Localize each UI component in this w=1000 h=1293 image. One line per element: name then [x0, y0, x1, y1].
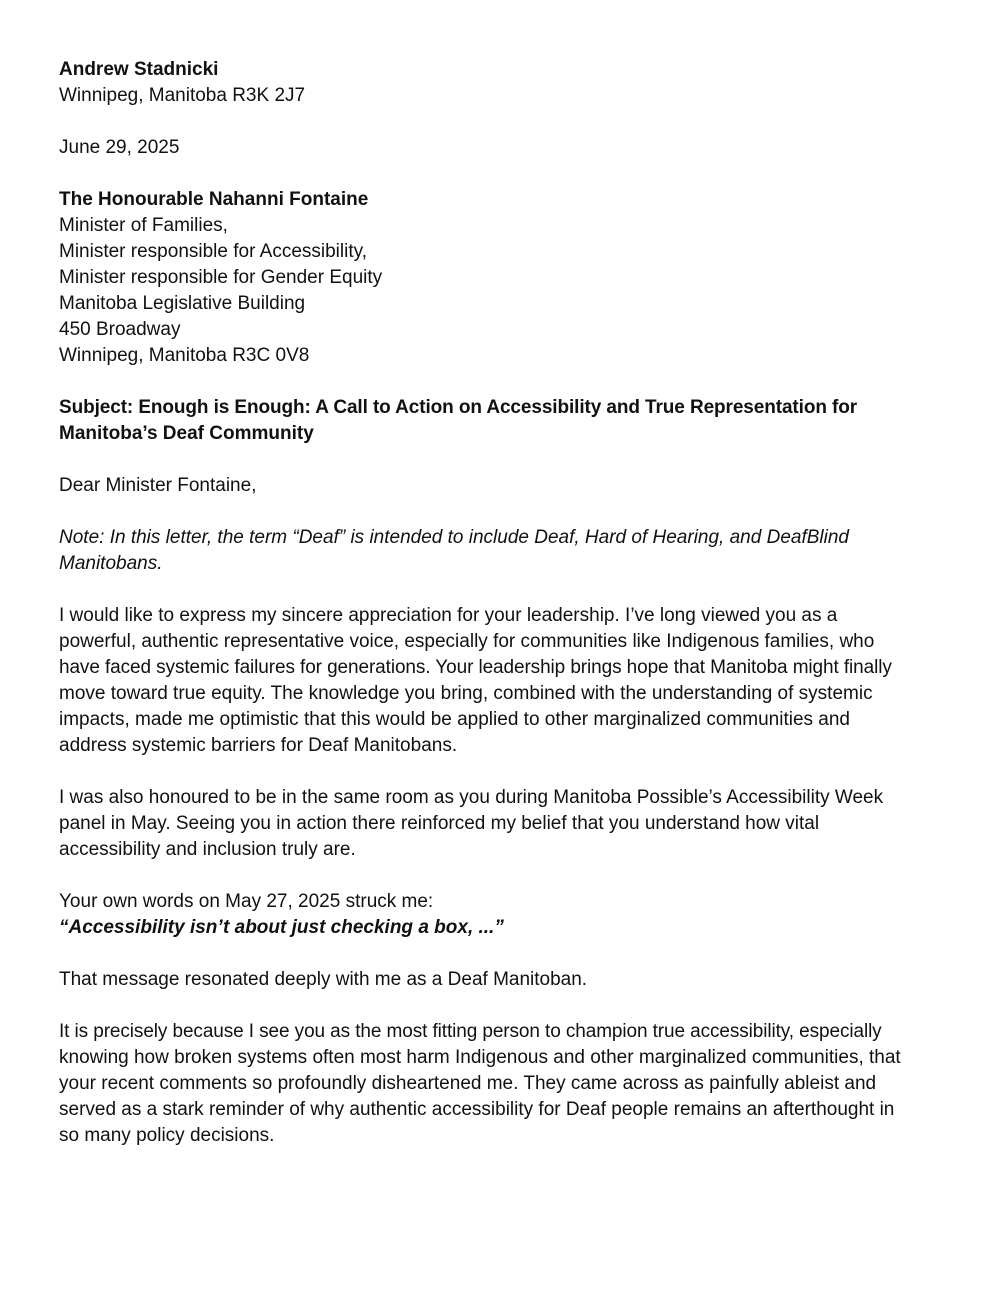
recipient-line: Minister of Families, [59, 215, 228, 236]
note-line: Manitobans. [59, 553, 163, 574]
paragraph-line: have faced systemic failures for generations. Your leadership brings hope that Manitoba might finally [59, 657, 892, 678]
paragraph-line: your recent comments so profoundly disheartened me. They came across as painfully ableist and [59, 1073, 877, 1094]
salutation: Dear Minister Fontaine, [59, 475, 257, 496]
note-block [59, 525, 939, 577]
paragraph-line: accessibility and inclusion truly are. [59, 839, 356, 860]
paragraph-line: impacts, made me optimistic that this would be applied to other marginalized communities and [59, 709, 850, 730]
recipient-name: The Honourable Nahanni Fontaine [59, 189, 369, 210]
paragraph-line: move toward true equity. The knowledge you bring, combined with the understanding of systemic [59, 683, 873, 704]
recipient-line: Minister responsible for Accessibility, [59, 241, 367, 262]
recipient-line: Winnipeg, Manitoba R3C 0V8 [59, 345, 310, 366]
paragraph-panel [59, 785, 939, 863]
paragraph-resonated: That message resonated deeply with me as a Deaf Manitoban. [59, 969, 588, 990]
subject-block [59, 395, 939, 447]
paragraph-line: so many policy decisions. [59, 1125, 275, 1146]
paragraph-line: address systemic barriers for Deaf Manitobans. [59, 735, 458, 756]
recipient-line: 450 Broadway [59, 319, 181, 340]
letter-page [59, 57, 939, 1149]
paragraph-line: I would like to express my sincere appreciation for your leadership. I’ve long viewed you as a [59, 605, 838, 626]
sender-name: Andrew Stadnicki [59, 59, 219, 80]
quote-intro: Your own words on May 27, 2025 struck me: [59, 891, 434, 912]
paragraph-line: panel in May. Seeing you in action there reinforced my belief that you understand how vital [59, 813, 820, 834]
subject-line: Manitoba’s Deaf Community [59, 423, 314, 444]
letter-date: June 29, 2025 [59, 137, 180, 158]
paragraph-line: served as a stark reminder of why authentic accessibility for Deaf people remains an afterthought in [59, 1099, 895, 1120]
quote-block [59, 889, 939, 941]
note-line: Note: In this letter, the term “Deaf” is intended to include Deaf, Hard of Hearing, and DeafBlind [59, 527, 849, 548]
paragraph-line: I was also honoured to be in the same room as you during Manitoba Possible’s Accessibility Week [59, 787, 884, 808]
sender-block [59, 57, 939, 109]
paragraph-line: It is precisely because I see you as the most fitting person to champion true accessibility, especially [59, 1021, 882, 1042]
paragraph-appreciation [59, 603, 939, 759]
subject-line: Subject: Enough is Enough: A Call to Action on Accessibility and True Representation for [59, 397, 858, 418]
paragraph-disheartened [59, 1019, 939, 1149]
sender-city: Winnipeg, Manitoba R3K 2J7 [59, 85, 306, 106]
recipient-line: Manitoba Legislative Building [59, 293, 306, 314]
recipient-block [59, 187, 939, 369]
paragraph-line: knowing how broken systems often most harm Indigenous and other marginalized communities, that [59, 1047, 901, 1068]
quote-text: “Accessibility isn’t about just checking a box, ...” [59, 917, 504, 938]
recipient-line: Minister responsible for Gender Equity [59, 267, 383, 288]
paragraph-line: powerful, authentic representative voice, especially for communities like Indigenous families, who [59, 631, 875, 652]
